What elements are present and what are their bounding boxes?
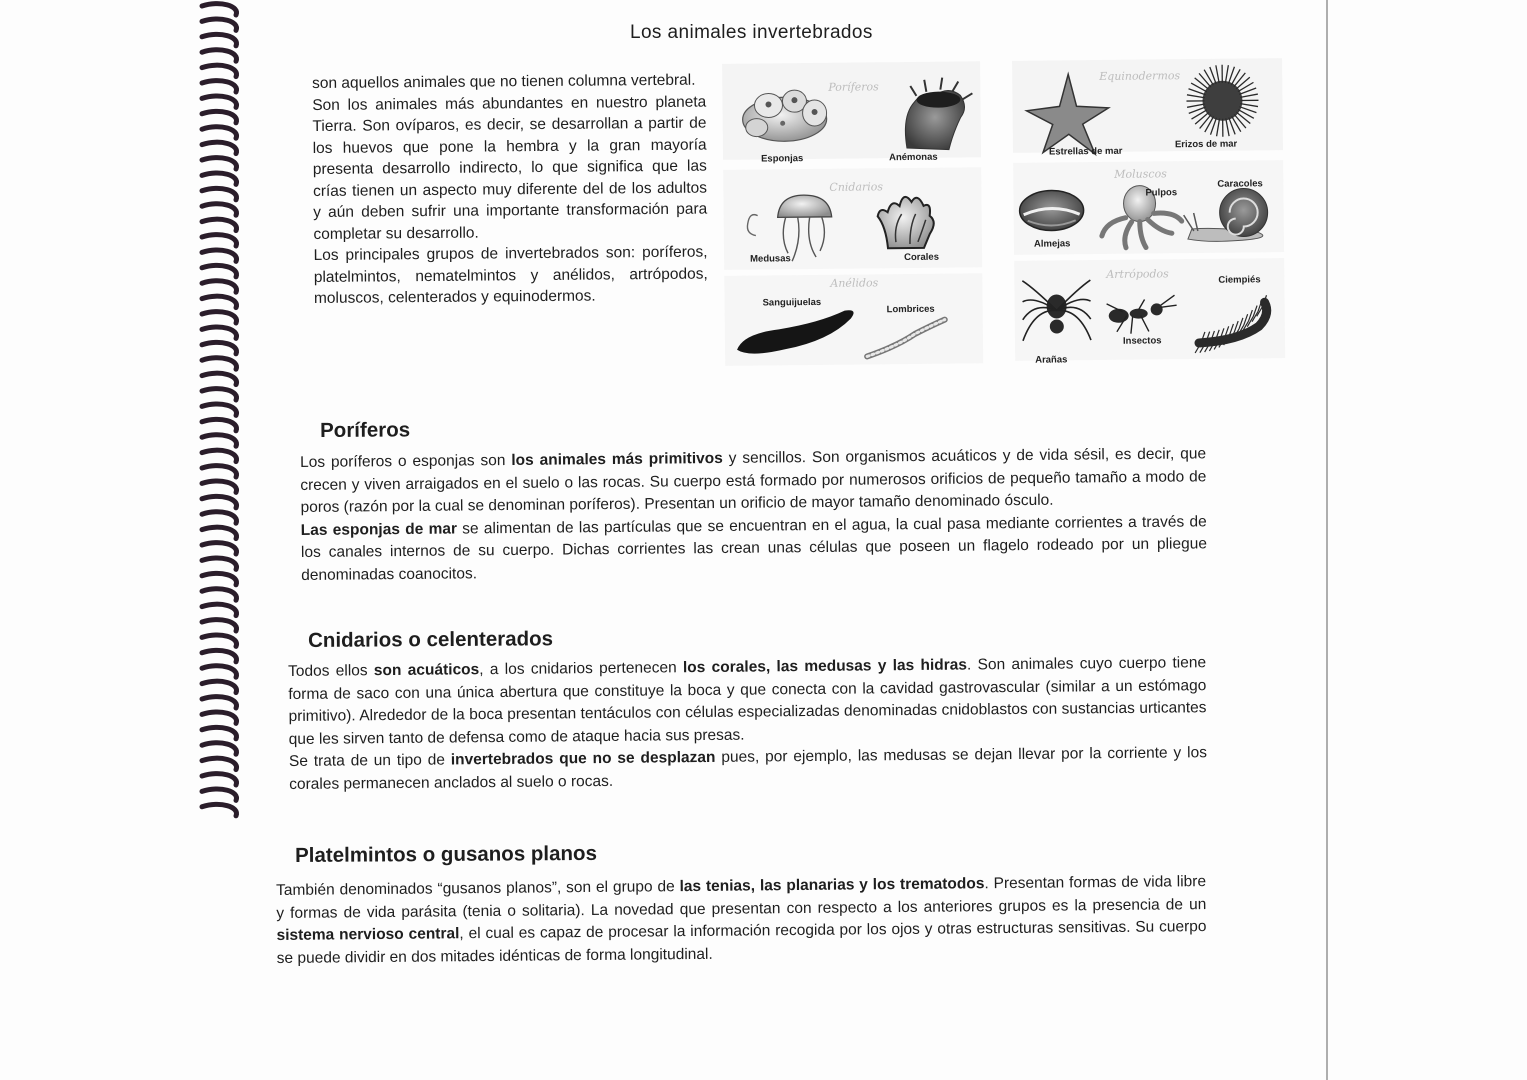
spiral-coil bbox=[202, 127, 237, 138]
section-body-cnidarios bbox=[288, 652, 1207, 796]
spiral-coil bbox=[202, 235, 237, 246]
group-label-artropodos: Artrópodos bbox=[1106, 267, 1169, 281]
spiral-coil bbox=[202, 558, 237, 569]
spiral-coil bbox=[202, 604, 237, 615]
spiral-coil bbox=[202, 158, 237, 169]
spiral-coil bbox=[202, 435, 237, 446]
spiral-coil bbox=[202, 342, 237, 353]
spiral-coil bbox=[202, 743, 237, 754]
label-anemonas: Anémonas bbox=[888, 151, 938, 164]
intro-paragraph: Los principales grupos de invertebrados son: poríferos, platelmintos, nematelmintos y anélidos, artrópodos, moluscos, celenterados y equinodermos. bbox=[313, 243, 708, 307]
label-lombrices: Lombrices bbox=[886, 303, 935, 316]
spiral-coil bbox=[202, 173, 237, 184]
clam-icon bbox=[1019, 190, 1083, 231]
spiral-coil bbox=[202, 450, 237, 461]
spiral-coil bbox=[202, 650, 237, 661]
label-caracoles: Caracoles bbox=[1217, 178, 1263, 190]
spiral-coil bbox=[202, 65, 237, 76]
group-label-poriferos: Poríferos bbox=[828, 80, 879, 94]
label-esponjas: Esponjas bbox=[761, 153, 804, 165]
spiral-coil bbox=[202, 19, 237, 30]
spiral-coil bbox=[202, 373, 237, 384]
paragraph: Los poríferos o esponjas son los animales más primitivos y sencillos. Son organismos acuáticos y de vida sésil, es decir, que crecen y viven arraigados en el suelo o las rocas. Su cuerpo está formado por numerosos orificios de pequeño tamaño a modo de poros (razón por la cual se denominan poríferos). Presentan un orificio de mayor tamaño denominado ósculo. bbox=[300, 445, 1207, 517]
spiral-coil bbox=[202, 34, 237, 45]
spiral-coil bbox=[202, 666, 237, 677]
spiral-coil bbox=[202, 712, 237, 723]
spiral-coil bbox=[202, 804, 237, 815]
spiral-coil bbox=[202, 142, 237, 153]
spiral-coil bbox=[202, 573, 237, 584]
page-edge bbox=[1326, 0, 1328, 1080]
spiral-coil bbox=[202, 250, 237, 261]
spiral-coil bbox=[202, 111, 237, 122]
paragraph: También denominados “gusanos planos”, son el grupo de las tenias, las planarias y los trematodos. Presentan formas de vida libre y formas de vida parásita (tenia o solitaria). La novedad que presentan con respecto a los anteriores grupos es la presencia de un sistema nervioso central, el cual es capaz de procesar la información recogida por los ojos y otras estructuras sensitivas. Su cuerpo se puede dividir en dos mitades idénticas de forma longitudinal. bbox=[276, 873, 1207, 967]
invertebrates-figure bbox=[716, 52, 1289, 370]
spiral-coil bbox=[202, 589, 237, 600]
label-sanguijuelas: Sanguijuelas bbox=[762, 296, 822, 309]
label-aranas: Arañas bbox=[1035, 354, 1068, 366]
spiral-coil bbox=[202, 204, 237, 215]
intro-text bbox=[312, 70, 708, 310]
spiral-coil bbox=[202, 681, 237, 692]
spiral-coil bbox=[202, 389, 237, 400]
spiral-coil bbox=[202, 81, 237, 92]
spiral-coil bbox=[202, 312, 237, 323]
spiral-coil bbox=[202, 512, 237, 523]
section-body-poriferos bbox=[300, 443, 1207, 587]
label-estrellas: Estrellas de mar bbox=[1048, 145, 1123, 158]
group-label-moluscos: Moluscos bbox=[1114, 167, 1167, 181]
spiral-coil bbox=[202, 358, 237, 369]
spiral-coil bbox=[202, 404, 237, 415]
section-body-platelmintos bbox=[276, 871, 1207, 970]
spiral-coil bbox=[202, 527, 237, 538]
label-corales: Corales bbox=[904, 251, 940, 264]
group-label-equinodermos: Equinodermos bbox=[1099, 69, 1181, 83]
label-ciempies: Ciempiés bbox=[1218, 274, 1261, 286]
section-title-cnidarios: Cnidarios o celenterados bbox=[308, 627, 554, 652]
spiral-coil bbox=[202, 620, 237, 631]
intro-paragraph: Son los animales más abundantes en nuestro planeta Tierra. Son ovíparos, es decir, se desarrollan a partir de los huevos que pone la hembra y la gran mayoría presenta desarrollo indirecto, lo que significa que las crías tienen un aspecto muy diferente del de los adultos y aún deben sufrir una importante transformación para completar su desarrollo. bbox=[312, 93, 708, 243]
label-insectos: Insectos bbox=[1122, 335, 1162, 347]
spiral-coil bbox=[202, 697, 237, 708]
spiral-coil bbox=[202, 789, 237, 800]
section-title-poriferos: Poríferos bbox=[320, 418, 411, 442]
spiral-coil bbox=[202, 466, 237, 477]
spiral-coil bbox=[202, 774, 237, 785]
group-label-cnidarios: Cnidarios bbox=[829, 180, 884, 194]
spiral-binding bbox=[196, 0, 246, 820]
spiral-coil bbox=[202, 188, 237, 199]
spiral-coil bbox=[202, 4, 237, 15]
paragraph: Todos ellos son acuáticos, a los cnidarios pertenecen los corales, las medusas y las hidras. Son animales cuyo cuerpo tiene forma de saco con una única abertura que constituye la boca y que conecta con la cavidad gastrovascular (similar a un estómago primitivo). Alrededor de la boca presentan tentáculos con células especializadas denominadas cnidoblastos con sustancias urticantes que les sirven tanto de defensa como de ataque hacia sus presas. bbox=[288, 654, 1207, 748]
paragraph: Las esponjas de mar se alimentan de las partículas que se encuentran en el agua, la cual pasa mediante corrientes a través de los canales internos de su cuerpo. Dichas corrientes las crean unas células que poseen un flagelo rodeado por un pliegue denominadas coanocitos. bbox=[300, 513, 1208, 584]
section-title-platelmintos: Platelmintos o gusanos planos bbox=[295, 841, 598, 867]
label-erizos: Erizos de mar bbox=[1174, 138, 1238, 151]
paragraph: Se trata de un tipo de invertebrados que no se desplazan pues, por ejemplo, las medusas se dejan llevar por la corriente y los corales permanecen anclados al suelo o rocas. bbox=[288, 744, 1207, 793]
spiral-coil bbox=[202, 327, 237, 338]
spiral-coil bbox=[202, 265, 237, 276]
label-medusas: Medusas bbox=[750, 253, 791, 265]
label-almejas: Almejas bbox=[1033, 238, 1071, 250]
spiral-coil bbox=[202, 496, 237, 507]
intro-paragraph: son aquellos animales que no tienen columna vertebral. bbox=[312, 71, 696, 92]
group-label-anelidos: Anélidos bbox=[830, 276, 879, 290]
spiral-coil bbox=[202, 296, 237, 307]
spiral-coil bbox=[202, 543, 237, 554]
page-title: Los animales invertebrados bbox=[630, 22, 873, 43]
spiral-coil bbox=[202, 635, 237, 646]
spiral-coil bbox=[202, 50, 237, 61]
spiral-coil bbox=[202, 481, 237, 492]
spiral-coil bbox=[202, 727, 237, 738]
spiral-coil bbox=[202, 281, 237, 292]
spiral-coil bbox=[202, 96, 237, 107]
spiral-coil bbox=[202, 419, 237, 430]
label-pulpos: Pulpos bbox=[1145, 187, 1178, 199]
spiral-coil bbox=[202, 758, 237, 769]
spiral-coil bbox=[202, 219, 237, 230]
